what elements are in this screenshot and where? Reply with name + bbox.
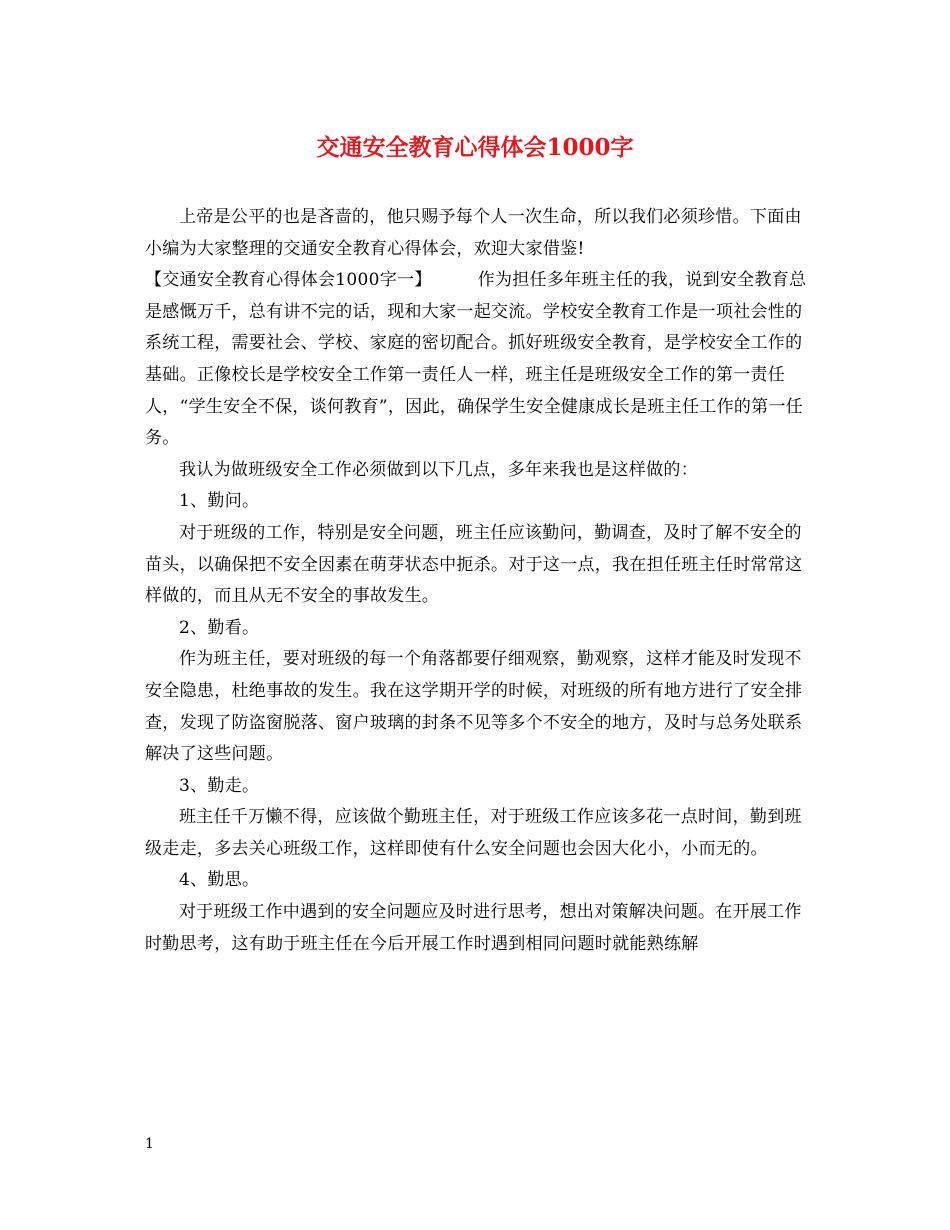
paragraph: 班主任千万懒不得，应该做个勤班主任，对于班级工作应该多花一点时间，勤到班级走走，多去关心班级工作，这样即使有什么安全问题也会因大化小，小而无的。: [145, 807, 802, 859]
list-heading-3: 3、勤走。: [179, 775, 260, 796]
list-heading-1: 1、勤问。: [179, 491, 260, 512]
document-title: 交通安全教育心得体会1000字: [316, 134, 634, 161]
section-first-paragraph-text: 作为担任多年班主任的我，说到安全教育总是感慨万千，总有讲不完的话，现和大家一起交流。学校安全教育工作是一项社会性的系统工程，需要社会、学校、家庭的密切配合。抓好班级安全教育，是学校安全工作的基础。正像校长是学校安全工作第一责任人一样，班主任是班级安全工作的第一责任人，“学生安全不保，谈何教育”，因此，确保学生安全健康成长是班主任工作的第一任务。: [145, 270, 807, 449]
list-heading-4: 4、勤思。: [179, 870, 260, 891]
section-heading: 【交通安全教育心得体会1000字一】: [145, 270, 432, 291]
section-first-paragraph: [145, 265, 810, 455]
paragraph: 作为班主任，要对班级的每一个角落都要仔细观察，勤观察，这样才能及时发现不安全隐患，杜绝事故的发生。我在这学期开学的时候，对班级的所有地方进行了安全排查，发现了防盗窗脱落、窗户玻璃的封条不见等多个不安全的地方，及时与总务处联系解决了这些问题。: [145, 649, 803, 765]
list-heading-2: 2、勤看。: [179, 617, 260, 638]
document-body: [145, 202, 810, 960]
paragraph: 对于班级工作中遇到的安全问题应及时进行思考，想出对策解决问题。在开展工作时勤思考，这有助于班主任在今后开展工作时遇到相同问题时就能熟练解: [145, 902, 802, 954]
paragraph: 对于班级的工作，特别是安全问题，班主任应该勤问，勤调查，及时了解不安全的苗头，以确保把不安全因素在萌芽状态中扼杀。对于这一点，我在担任班主任时常常这样做的，而且从无不安全的事故发生。: [145, 522, 803, 607]
page-number: 1: [145, 1136, 154, 1152]
intro-paragraph: 上帝是公平的也是吝啬的，他只赐予每个人一次生命，所以我们必须珍惜。下面由小编为大家整理的交通安全教育心得体会，欢迎大家借鉴!: [145, 207, 802, 259]
paragraph: 我认为做班级安全工作必须做到以下几点，多年来我也是这样做的：: [179, 459, 698, 480]
